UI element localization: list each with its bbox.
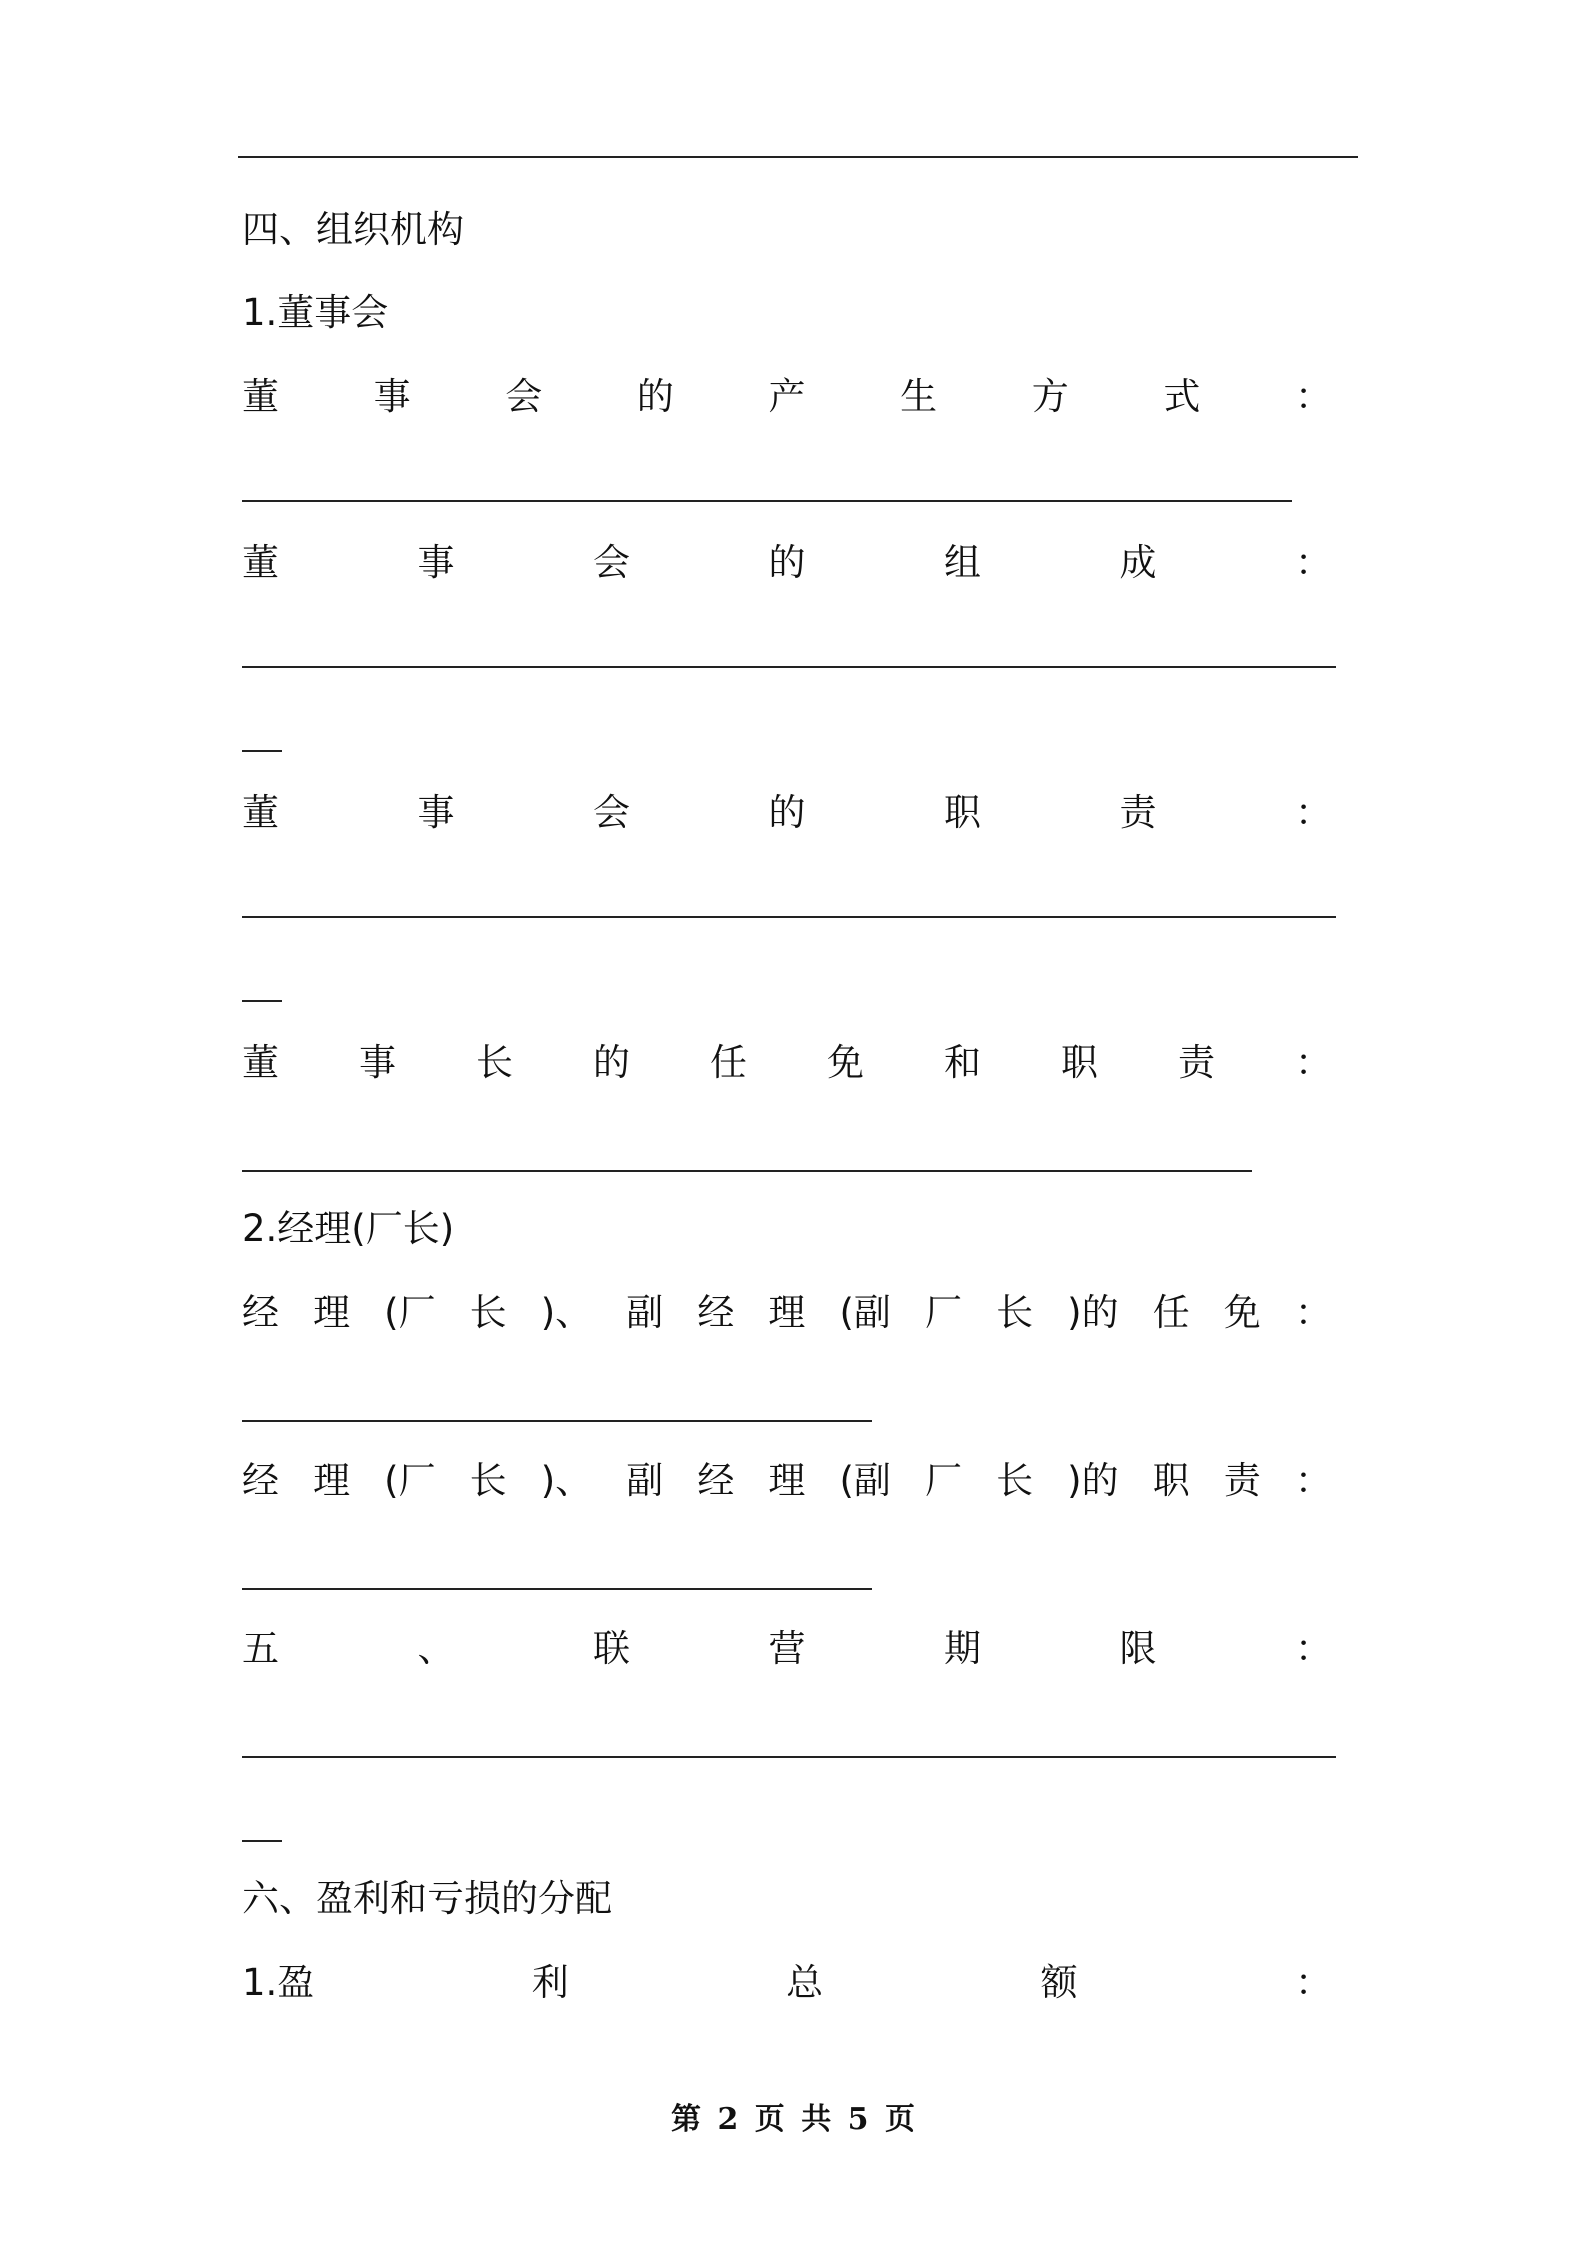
char: 副 (626, 1459, 664, 1502)
char: 联 (593, 1627, 630, 1670)
char: 理 (768, 1291, 806, 1334)
board-composition-blank-tail (242, 750, 282, 752)
char: ： (1295, 1961, 1332, 2004)
char: 长 (469, 1291, 507, 1334)
char: 成 (1119, 541, 1157, 584)
char: 组 (944, 541, 981, 584)
char: 、 (417, 1627, 455, 1670)
char: 副 (626, 1291, 664, 1334)
char: 的 (768, 541, 806, 584)
char: ： (1295, 1627, 1332, 1670)
char: ： (1295, 791, 1332, 834)
char: 产 (768, 375, 806, 418)
char: 会 (593, 791, 630, 834)
char: 任 (1152, 1291, 1190, 1334)
char: (厂 (384, 1459, 436, 1502)
manager-appointment-label (242, 1288, 1332, 1338)
char: 事 (359, 1041, 396, 1084)
char: 免 (827, 1041, 864, 1084)
section-4-heading: 四、组织机构 (242, 208, 464, 251)
char: 责 (1119, 791, 1157, 834)
char: 长 (469, 1459, 507, 1502)
board-duties-label (242, 788, 1332, 838)
char: 长 (996, 1291, 1034, 1334)
manager-appointment-blank (242, 1420, 872, 1422)
char: 责 (1178, 1041, 1215, 1084)
char: 董 (242, 541, 279, 584)
subsection-board-heading: 1.董事会 (242, 291, 389, 334)
char: 理 (768, 1459, 806, 1502)
char: 营 (768, 1627, 806, 1670)
char: 事 (373, 375, 411, 418)
board-composition-label (242, 538, 1332, 588)
char: )、 (540, 1459, 593, 1502)
char: 董 (242, 1041, 279, 1084)
char: 经 (697, 1459, 735, 1502)
char: 会 (593, 541, 630, 584)
char: 长 (476, 1041, 513, 1084)
board-composition-blank (242, 666, 1336, 668)
char: 经 (242, 1291, 279, 1334)
subsection-manager-heading: 2.经理(厂长) (242, 1207, 455, 1250)
chairman-label (242, 1038, 1332, 1088)
board-formation-blank (242, 500, 1292, 502)
joint-venture-term-blank (242, 1756, 1336, 1758)
char: (厂 (384, 1291, 436, 1334)
char: 期 (944, 1627, 981, 1670)
char: 经 (242, 1459, 279, 1502)
char: 额 (1040, 1961, 1078, 2004)
char: (副 (839, 1459, 891, 1502)
char: 理 (313, 1459, 351, 1502)
char: 会 (505, 375, 543, 418)
char: 职 (944, 791, 981, 834)
char: 任 (710, 1041, 747, 1084)
char: )、 (540, 1291, 593, 1334)
char: )的 (1067, 1291, 1119, 1334)
char: ： (1295, 1041, 1332, 1084)
char: )的 (1067, 1459, 1119, 1502)
joint-venture-term-label (242, 1624, 1332, 1674)
char: 的 (593, 1041, 630, 1084)
char: 厂 (925, 1291, 963, 1334)
profit-total-label (242, 1958, 1332, 2008)
manager-duties-label (242, 1456, 1332, 1506)
char: (副 (839, 1291, 891, 1334)
char: 免 (1223, 1291, 1261, 1334)
char: 职 (1061, 1041, 1098, 1084)
char: 限 (1119, 1627, 1157, 1670)
char: 五 (242, 1627, 279, 1670)
manager-duties-blank (242, 1588, 872, 1590)
char: ： (1294, 1291, 1332, 1334)
char: 生 (900, 375, 938, 418)
chairman-blank (242, 1170, 1252, 1172)
char: 理 (313, 1291, 351, 1334)
char: 厂 (925, 1459, 963, 1502)
board-formation-label (242, 372, 1332, 422)
header-rule (238, 156, 1358, 158)
char: 利 (531, 1961, 569, 2004)
char: 的 (768, 791, 806, 834)
char: 总 (786, 1961, 824, 2004)
board-duties-blank (242, 916, 1336, 918)
char: 长 (996, 1459, 1034, 1502)
char: 职 (1152, 1459, 1190, 1502)
joint-venture-term-blank-tail (242, 1840, 282, 1842)
char: 方 (1031, 375, 1069, 418)
char: 1.盈 (242, 1961, 315, 2004)
char: 的 (636, 375, 674, 418)
board-duties-blank-tail (242, 1000, 282, 1002)
char: ： (1295, 375, 1332, 418)
char: 事 (417, 791, 455, 834)
char: 责 (1223, 1459, 1261, 1502)
char: 董 (242, 375, 279, 418)
char: ： (1294, 1459, 1332, 1502)
char: 经 (697, 1291, 735, 1334)
char: 事 (417, 541, 455, 584)
char: ： (1295, 541, 1332, 584)
page-number: 第 2 页 共 5 页 (671, 2102, 915, 2137)
char: 董 (242, 791, 279, 834)
section-6-heading: 六、盈利和亏损的分配 (242, 1877, 612, 1920)
char: 和 (944, 1041, 981, 1084)
char: 式 (1163, 375, 1201, 418)
